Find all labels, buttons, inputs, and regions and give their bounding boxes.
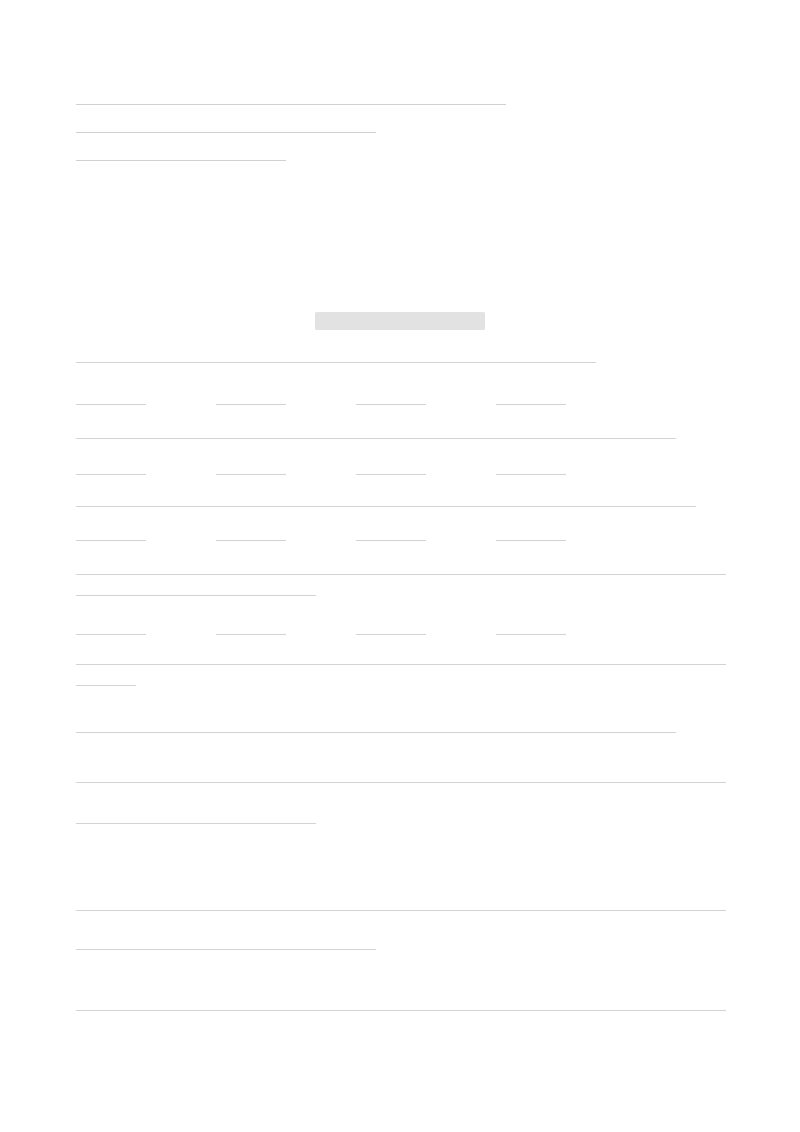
problem-3-options-placeholder xyxy=(76,540,636,550)
section-title-placeholder xyxy=(315,312,485,330)
answer-space xyxy=(70,860,730,861)
problem-part-4-placeholder xyxy=(76,104,506,105)
problem-1-options-placeholder xyxy=(76,404,636,414)
problem-4-placeholder xyxy=(76,574,726,596)
problem-9-placeholder xyxy=(76,1010,726,1011)
problem-part-5-placeholder xyxy=(76,132,376,133)
problem-part-6-placeholder xyxy=(76,160,286,161)
problem-2-placeholder xyxy=(76,438,676,439)
worksheet-content xyxy=(70,60,730,1070)
problem-4-options-placeholder xyxy=(76,634,636,644)
problem-6-placeholder xyxy=(76,732,676,733)
problem-1-placeholder xyxy=(76,362,596,363)
problem-8-placeholder xyxy=(76,910,726,950)
problem-3-placeholder xyxy=(76,506,696,507)
problem-2-options-placeholder xyxy=(76,474,636,484)
problem-5-placeholder xyxy=(76,664,726,686)
problem-7-placeholder xyxy=(76,782,726,824)
